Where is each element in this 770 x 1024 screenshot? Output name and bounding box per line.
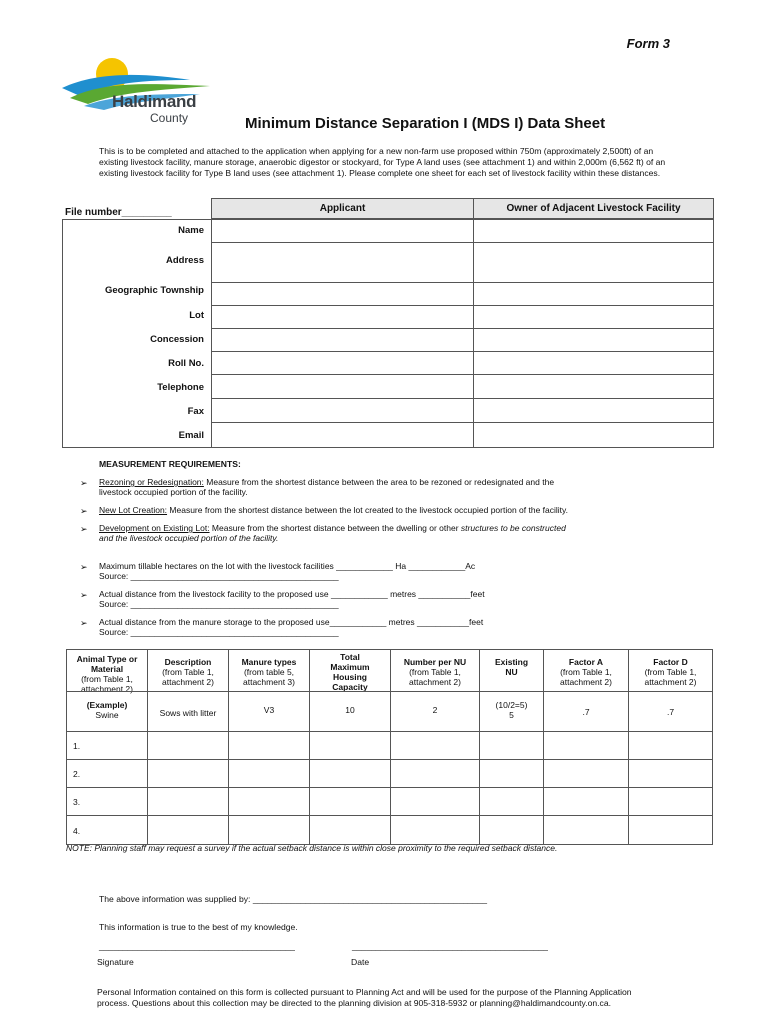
measurement-heading: MEASUREMENT REQUIREMENTS: <box>99 459 241 469</box>
measurement-new-lot-label: New Lot Creation: <box>99 505 168 515</box>
header-owner: Owner of Adjacent Livestock Facility <box>473 198 714 219</box>
col-animal-type: Animal Type or Material (from Table 1, attachment 2) <box>66 649 148 692</box>
date-label: Date <box>351 957 370 967</box>
col-existing-nu: Existing NU <box>479 649 544 692</box>
example-capacity: 10 <box>309 691 391 732</box>
label-telephone: Telephone <box>157 382 204 393</box>
livestock-distance-line[interactable]: Actual distance from the livestock facility to the proposed use ____________ metres ___________feet <box>99 589 485 599</box>
applicant-name-input[interactable] <box>211 219 474 243</box>
bullet-icon: ➢ <box>80 478 88 488</box>
label-concession: Concession <box>150 334 204 345</box>
col-total-capacity: Total Maximum Housing Capacity <box>309 649 391 692</box>
owner-lot-input[interactable] <box>473 305 714 329</box>
label-email: Email <box>178 430 204 441</box>
table-row: 2. <box>66 759 148 788</box>
bullet-icon: ➢ <box>80 562 88 572</box>
true-statement: This information is true to the best of my knowledge. <box>99 922 298 932</box>
owner-township-input[interactable] <box>473 282 714 306</box>
example-manure-type: V3 <box>228 691 310 732</box>
signature-line[interactable]: _________________________________________ <box>99 941 295 951</box>
owner-concession-input[interactable] <box>473 328 714 352</box>
owner-fax-input[interactable] <box>473 398 714 423</box>
measurement-existing-lot-italic: structures to be constructed <box>460 523 566 533</box>
applicant-fax-input[interactable] <box>211 398 474 423</box>
example-number-per-nu: 2 <box>390 691 480 732</box>
label-lot: Lot <box>189 310 204 321</box>
row3-factor-d-input[interactable] <box>628 787 713 816</box>
label-name: Name <box>178 225 204 236</box>
livestock-distance-field[interactable] <box>99 589 669 609</box>
row2-manure-input[interactable] <box>228 759 310 788</box>
table-row: 4. <box>66 815 148 845</box>
applicant-telephone-input[interactable] <box>211 374 474 399</box>
tillable-source-line[interactable]: Source: ____________________________________________ <box>99 571 339 581</box>
row3-description-input[interactable] <box>147 787 229 816</box>
page-title: Minimum Distance Separation I (MDS I) Data Sheet <box>245 115 606 132</box>
survey-note: NOTE: Planning staff may request a survey if the actual setback distance is within close proximity to the required setback distance. <box>66 843 558 853</box>
bullet-icon: ➢ <box>80 506 88 516</box>
row3-existing-input[interactable] <box>479 787 544 816</box>
label-fax: Fax <box>187 406 204 417</box>
measurement-new-lot-text: Measure from the shortest distance between the lot created to the livestock occupied portion of the facility. <box>167 505 569 515</box>
date-line[interactable]: _________________________________________ <box>352 941 548 951</box>
privacy-notice: Personal Information contained on this form is collected pursuant to Planning Act and will be used for the purpose of the Planning Application process. Questions about this collection may be directed to the planning division at 905-318-5932 or planning@haldimandcounty.on.ca. <box>97 987 632 1008</box>
row1-factor-d-input[interactable] <box>628 731 713 760</box>
measurement-new-lot <box>99 505 669 515</box>
row4-capacity-input[interactable] <box>309 815 391 845</box>
manure-distance-line[interactable]: Actual distance from the manure storage to the proposed use____________ metres ___________feet <box>99 617 484 627</box>
bullet-icon: ➢ <box>80 618 88 628</box>
row2-factor-d-input[interactable] <box>628 759 713 788</box>
example-description: Sows with litter <box>147 691 229 732</box>
example-factor-a: .7 <box>543 691 629 732</box>
livestock-source-line[interactable]: Source: ____________________________________________ <box>99 599 339 609</box>
owner-address-input[interactable] <box>473 242 714 283</box>
tillable-hectares-field[interactable] <box>99 561 669 581</box>
row2-nu-input[interactable] <box>390 759 480 788</box>
label-roll-no: Roll No. <box>168 358 204 369</box>
intro-text: This is to be completed and attached to the application when applying for a new non-farm use proposed within 750m (approximately 2,500ft) of an existing livestock facility, manure storage, anaerobic digestor or stockyard, for Type A land uses (see attachment 1) and within 2,000m (6,562 ft) of an existing livestock facility for Type B land uses (see attachment 1). Please complete one sheet for each set of livestock facility within these distances. <box>99 146 666 178</box>
file-number-field[interactable]: File number_________ <box>65 207 172 218</box>
row2-existing-input[interactable] <box>479 759 544 788</box>
measurement-rezoning-text2: livestock occupied portion of the facility. <box>99 487 248 497</box>
col-number-per-nu: Number per NU (from Table 1, attachment 2) <box>390 649 480 692</box>
col-factor-a: Factor A (from Table 1, attachment 2) <box>543 649 629 692</box>
header-applicant: Applicant <box>211 198 474 219</box>
label-township: Geographic Township <box>104 285 204 296</box>
applicant-township-input[interactable] <box>211 282 474 306</box>
supplied-by-field[interactable]: The above information was supplied by: _________________________________________________ <box>99 894 488 904</box>
measurement-existing-lot-label: Development on Existing Lot: <box>99 523 210 533</box>
row4-existing-input[interactable] <box>479 815 544 845</box>
example-factor-d: .7 <box>628 691 713 732</box>
row4-manure-input[interactable] <box>228 815 310 845</box>
applicant-roll-input[interactable] <box>211 351 474 375</box>
label-address: Address <box>165 255 204 266</box>
row2-description-input[interactable] <box>147 759 229 788</box>
row4-factor-d-input[interactable] <box>628 815 713 845</box>
row3-capacity-input[interactable] <box>309 787 391 816</box>
table-row: 3. <box>66 787 148 816</box>
owner-roll-input[interactable] <box>473 351 714 375</box>
logo-text-county: County <box>150 111 189 125</box>
row1-manure-input[interactable] <box>228 731 310 760</box>
applicant-table <box>62 198 714 448</box>
row2-capacity-input[interactable] <box>309 759 391 788</box>
manure-distance-field[interactable] <box>99 617 669 637</box>
col-factor-d: Factor D (from Table 1, attachment 2) <box>628 649 713 692</box>
bullet-icon: ➢ <box>80 590 88 600</box>
row4-description-input[interactable] <box>147 815 229 845</box>
row4-factor-a-input[interactable] <box>543 815 629 845</box>
owner-name-input[interactable] <box>473 219 714 243</box>
form-number: Form 3 <box>626 36 670 51</box>
example-existing-nu: (10/2=5) 5 <box>479 691 544 732</box>
applicant-lot-input[interactable] <box>211 305 474 329</box>
applicant-email-input[interactable] <box>211 422 474 448</box>
col-description: Description (from Table 1, attachment 2) <box>147 649 229 692</box>
row3-nu-input[interactable] <box>390 787 480 816</box>
livestock-table-rows <box>66 731 713 845</box>
measurement-rezoning-label: Rezoning or Redesignation: <box>99 477 204 487</box>
row1-description-input[interactable] <box>147 731 229 760</box>
measurement-existing-lot-italic2: and the livestock occupied portion of the facility. <box>99 533 279 543</box>
measurement-existing-lot <box>99 523 669 543</box>
measurement-rezoning-text: Measure from the shortest distance between the area to be rezoned or redesignated and the <box>203 477 555 487</box>
tillable-hectares-line[interactable]: Maximum tillable hectares on the lot with the livestock facilities ____________ Ha ____________Ac <box>99 561 476 571</box>
row2-factor-a-input[interactable] <box>543 759 629 788</box>
signature-label: Signature <box>97 957 134 967</box>
manure-source-line[interactable]: Source: ____________________________________________ <box>99 627 339 637</box>
measurement-existing-lot-text: Measure from the shortest distance between the dwelling or other <box>209 523 461 533</box>
owner-email-input[interactable] <box>473 422 714 448</box>
row1-factor-a-input[interactable] <box>543 731 629 760</box>
row1-capacity-input[interactable] <box>309 731 391 760</box>
row3-factor-a-input[interactable] <box>543 787 629 816</box>
applicant-address-input[interactable] <box>211 242 474 283</box>
table-row: 1. <box>66 731 148 760</box>
row4-nu-input[interactable] <box>390 815 480 845</box>
example-animal-type: (Example) Swine <box>66 691 148 732</box>
bullet-icon: ➢ <box>80 524 88 534</box>
row1-existing-input[interactable] <box>479 731 544 760</box>
row3-manure-input[interactable] <box>228 787 310 816</box>
row1-nu-input[interactable] <box>390 731 480 760</box>
owner-telephone-input[interactable] <box>473 374 714 399</box>
col-manure-types: Manure types (from table 5, attachment 3) <box>228 649 310 692</box>
logo-text-haldimand: Haldimand <box>112 92 197 111</box>
applicant-concession-input[interactable] <box>211 328 474 352</box>
measurement-rezoning <box>99 477 669 497</box>
